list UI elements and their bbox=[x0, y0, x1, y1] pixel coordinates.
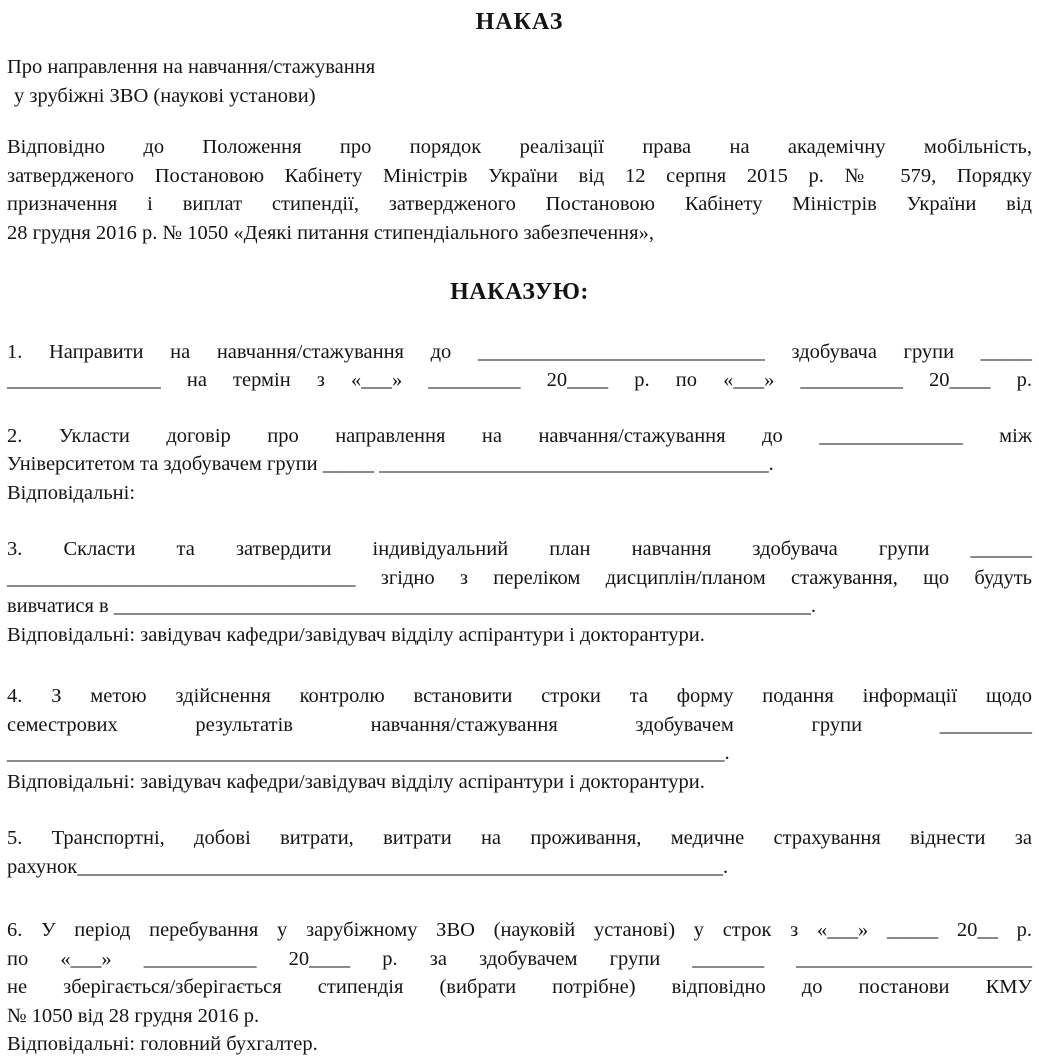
order-item-2 bbox=[7, 422, 1032, 508]
item-5-line-1: 5. Транспортні, добові витрати, витрати на проживання, медичне страхування віднести за bbox=[7, 827, 1032, 849]
subject-line-1: Про направлення на навчання/стажування bbox=[7, 56, 376, 78]
item-6-responsible-label: Відповідальні: головний бухгалтер. bbox=[7, 1033, 318, 1055]
item-4-responsible-label: Відповідальні: завідувач кафедри/завідувач відділу аспірантури і докторантури. bbox=[7, 770, 705, 793]
item-5-line-2: рахунок_______________________________________________________________. bbox=[7, 855, 729, 878]
preamble-line-3: призначення і виплат стипендії, затвердженого Постановою Кабінету Міністрів України від bbox=[7, 193, 1032, 215]
item-2-responsible-label: Відповідальні: bbox=[7, 481, 136, 504]
item-2-line-2: Університетом та здобувачем групи _____ ______________________________________. bbox=[7, 453, 774, 475]
order-title: НАКАЗ bbox=[475, 9, 564, 35]
preamble-line-4: 28 грудня 2016 р. № 1050 «Деякі питання стипендіального забезпечення», bbox=[7, 221, 654, 244]
subject-line-2: у зрубіжні ЗВО (наукові установи) bbox=[14, 84, 316, 107]
item-6-line-2: по «___» ___________ 20____ р. за здобувачем групи _______ _______________________ bbox=[7, 947, 1032, 970]
item-6-line-4: № 1050 від 28 грудня 2016 р. bbox=[7, 1004, 260, 1027]
order-subject bbox=[7, 53, 1032, 110]
item-6-line-1: 6. У період перебування у зарубіжному ЗВО (науковій установі) у строк з «___» _____ 20__ р. bbox=[7, 919, 1032, 941]
order-item-6 bbox=[7, 916, 1032, 1059]
item-4-line-3: ______________________________________________________________________. bbox=[7, 742, 730, 764]
order-item-5 bbox=[7, 824, 1032, 881]
preamble-paragraph bbox=[7, 133, 1032, 247]
item-4-line-2: семестрових результатів навчання/стажування здобувачем групи _________ bbox=[7, 713, 1032, 736]
order-item-4 bbox=[7, 682, 1032, 796]
item-4-line-1: 4. З метою здійснення контролю встановити строки та форму подання інформації щодо bbox=[7, 685, 1032, 707]
item-3-line-2: __________________________________ згідно з переліком дисциплін/планом стажування, що будуть bbox=[7, 566, 1032, 589]
item-3-responsible-label: Відповідальні: завідувач кафедри/завідувач відділу аспірантури і докторантури. bbox=[7, 623, 705, 646]
preamble-line-1: Відповідно до Положення про порядок реалізації права на академічну мобільність, bbox=[7, 136, 1032, 158]
item-3-line-1: 3. Скласти та затвердити індивідуальний план навчання здобувача групи ______ bbox=[7, 538, 1032, 560]
item-1-line-2: _______________ на термін з «___» _________ 20____ р. по «___» __________ 20____ р. bbox=[7, 369, 1032, 391]
item-1-line-1: 1. Направити на навчання/стажування до ____________________________ здобувача групи _____ bbox=[7, 340, 1032, 363]
order-item-3 bbox=[7, 535, 1032, 649]
order-item-1 bbox=[7, 338, 1032, 395]
preamble-line-2: затвердженого Постановою Кабінету Міністрів України від 12 серпня 2015 р. № 579, Порядку bbox=[7, 164, 1032, 187]
order-heading: НАКАЗУЮ: bbox=[450, 279, 589, 305]
item-2-line-1: 2. Укласти договір про направлення на навчання/стажування до ______________ між bbox=[7, 424, 1032, 447]
item-3-line-3: вивчатися в ____________________________________________________________________. bbox=[7, 595, 816, 617]
item-6-line-3: не зберігається/зберігається стипендія (вибрати потрібне) відповідно до постанови КМУ bbox=[7, 976, 1032, 998]
